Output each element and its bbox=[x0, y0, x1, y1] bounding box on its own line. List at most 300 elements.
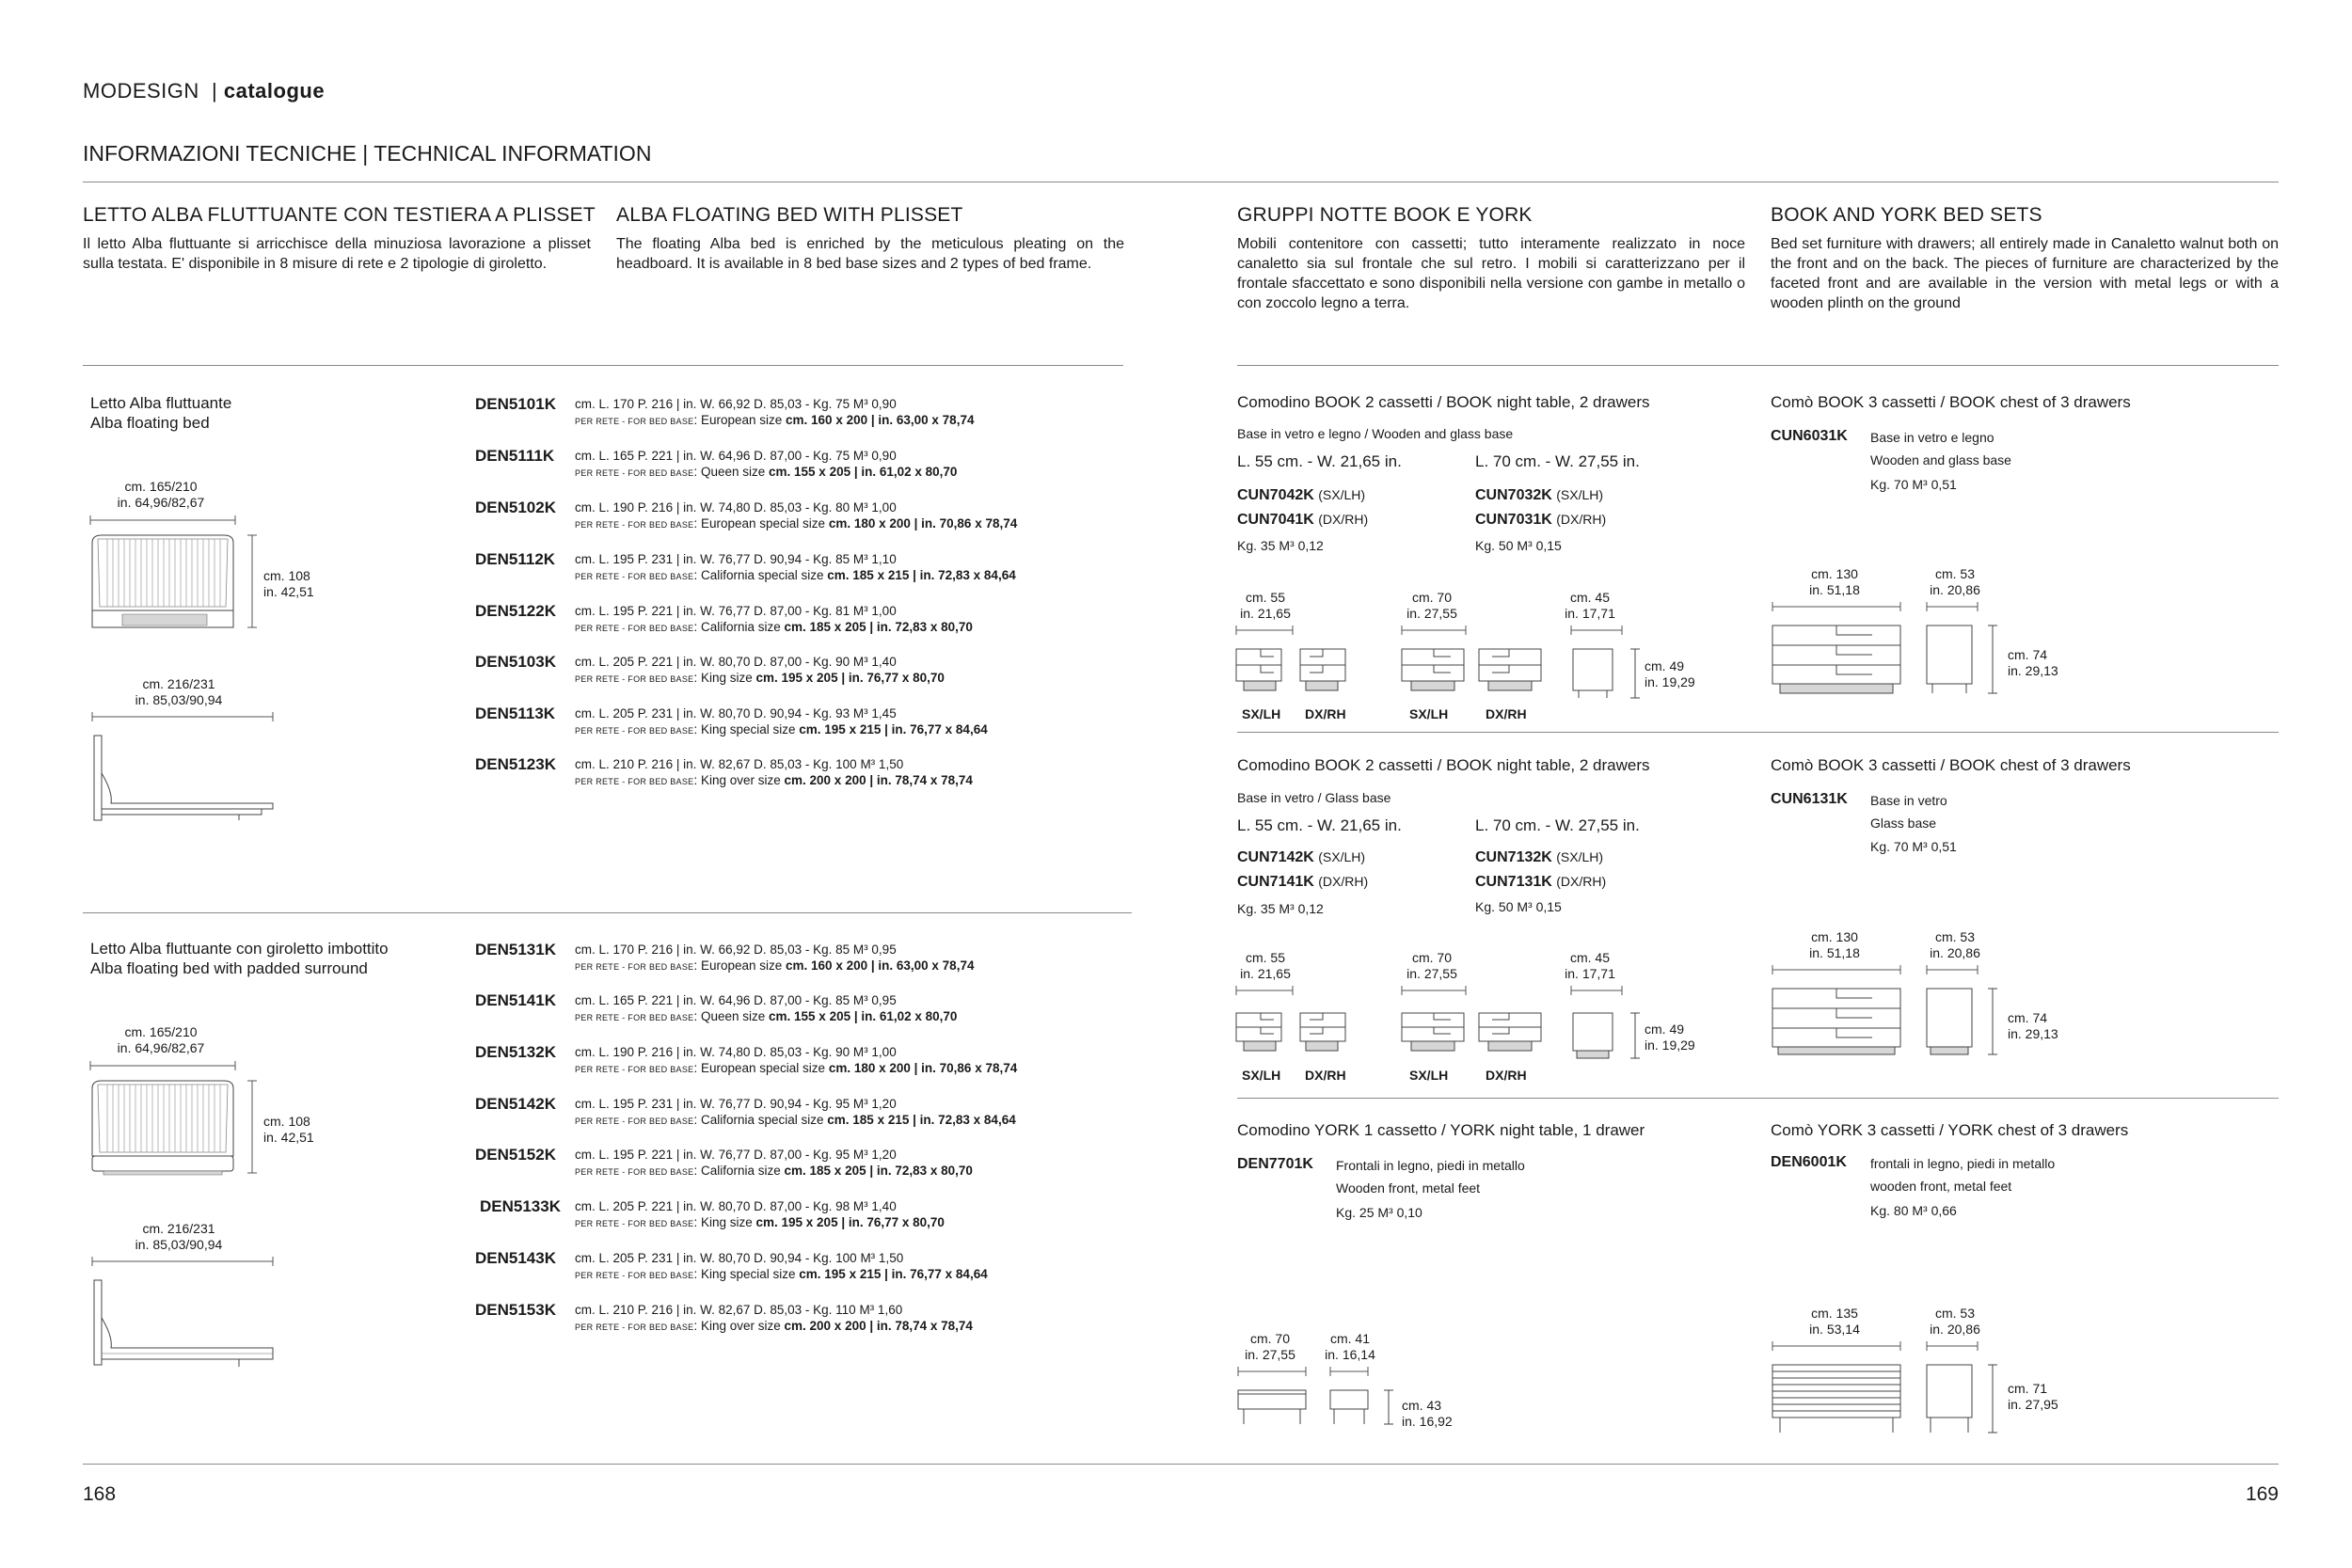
product2-label bbox=[90, 939, 389, 978]
row-size-name: King size bbox=[700, 1215, 753, 1229]
right-col1-text: Mobili contenitore con cassetti; tutto interamente realizzato in noce canaletto sia sul frontale che sul retro. I mobili si caratterizzano per il frontale sfaccettato e sono disponibili nella versione con gambe in metallo o con zoccolo legno a terra. bbox=[1237, 236, 1745, 311]
chest2-dim-2 bbox=[1917, 929, 1993, 961]
dim-in: in. 21,65 bbox=[1240, 606, 1291, 621]
nightstand2-label-4: DX/RH bbox=[1486, 1068, 1527, 1083]
nightstand3-weight: Kg. 25 M³ 0,10 bbox=[1336, 1205, 1422, 1220]
chest3-desc1: frontali in legno, piedi in metallo bbox=[1870, 1156, 2056, 1171]
nightstand2-size-a: L. 55 cm. - W. 21,65 in. bbox=[1237, 816, 1402, 834]
product2-dim-depth bbox=[108, 1221, 249, 1253]
chest2-weight: Kg. 70 M³ 0,51 bbox=[1870, 839, 1957, 854]
product2-dim-width bbox=[90, 1024, 231, 1056]
title-part: Comò bbox=[1771, 756, 1814, 774]
product2-dim-width-in: in. 64,96/82,67 bbox=[117, 1040, 205, 1055]
dim-in: in. 53,14 bbox=[1809, 1322, 1860, 1337]
dim-cm: cm. 55 bbox=[1245, 590, 1285, 605]
right-col1-title: GRUPPI NOTTE BOOK E YORK bbox=[1237, 204, 1533, 226]
page-number-right: 169 bbox=[2245, 1483, 2279, 1505]
title-part: YORK bbox=[1450, 1121, 1496, 1139]
row-size-name: King size bbox=[700, 671, 753, 685]
right-divider-2 bbox=[1237, 732, 2279, 733]
product-code: DEN5101K bbox=[475, 395, 556, 413]
product-code: DEN5133K bbox=[480, 1197, 561, 1215]
row-size-dims: cm. 180 x 200 | in. 70,86 x 78,74 bbox=[828, 516, 1018, 531]
row-dims: cm. L. 205 P. 231 | in. W. 80,70 D. 90,94 - Kg. 93 M³ 1,45 bbox=[575, 706, 897, 721]
left-col1-text: Il letto Alba fluttuante si arricchisce della minuziosa lavorazione a plisset sulla testata. E' disponibile in 8 misure di rete e 2 tipologie di giroletto. bbox=[83, 236, 591, 272]
dim-cm: cm. 70 bbox=[1411, 950, 1452, 965]
dim-in: in. 27,55 bbox=[1406, 606, 1457, 621]
row-base-prefix: PER RETE - FOR BED BASE bbox=[575, 1065, 694, 1074]
nightstand1-dim-2 bbox=[1394, 590, 1470, 622]
nightstand3-drawing bbox=[1234, 1371, 1404, 1437]
dim-cm: cm. 130 bbox=[1811, 566, 1858, 581]
code-side: (SX/LH) bbox=[1318, 487, 1366, 502]
product-code: DEN5122K bbox=[475, 602, 556, 620]
row-base: PER RETE - FOR BED BASE: California special size cm. 185 x 215 | in. 72,83 x 84,64 bbox=[575, 568, 1016, 582]
row-base: PER RETE - FOR BED BASE: King special size cm. 195 x 215 | in. 76,77 x 84,64 bbox=[575, 1267, 988, 1281]
dim-in: in. 20,86 bbox=[1930, 1322, 1980, 1337]
dim-cm: cm. 70 bbox=[1411, 590, 1452, 605]
brand-name: MODESIGN bbox=[83, 79, 199, 103]
nightstand1-base: Base in vetro e legno / Wooden and glass base bbox=[1237, 426, 1514, 441]
row-dims: cm. L. 170 P. 216 | in. W. 66,92 D. 85,03 - Kg. 85 M³ 0,95 bbox=[575, 942, 897, 957]
row-size-name: European size bbox=[700, 958, 783, 973]
code: CUN7132K bbox=[1475, 849, 1552, 865]
title-part: 2 cassetti / bbox=[1365, 393, 1442, 411]
dim-in: in. 20,86 bbox=[1930, 945, 1980, 960]
row-size-name: King over size bbox=[700, 1319, 781, 1333]
row-size-dims: cm. 185 x 215 | in. 72,83 x 84,64 bbox=[827, 568, 1016, 582]
product2-side-drawing bbox=[88, 1261, 277, 1374]
code: CUN7031K bbox=[1475, 512, 1552, 528]
row-dims: cm. L. 195 P. 231 | in. W. 76,77 D. 90,94 - Kg. 85 M³ 1,10 bbox=[575, 552, 897, 566]
title-part: BOOK bbox=[1948, 756, 1996, 774]
product-code: DEN5153K bbox=[475, 1301, 556, 1319]
product-code: DEN5111K bbox=[475, 447, 555, 465]
nightstand3-dim-2 bbox=[1312, 1331, 1388, 1363]
dim-in: in. 19,29 bbox=[1645, 674, 1695, 689]
product-code: DEN5142K bbox=[475, 1095, 556, 1113]
dim-cm: cm. 130 bbox=[1811, 929, 1858, 944]
title-part: 1 cassetto / bbox=[1363, 1121, 1446, 1139]
row-base-prefix: PER RETE - FOR BED BASE bbox=[575, 1219, 694, 1228]
title-part: chest of 3 drawers bbox=[1997, 1121, 2129, 1139]
nightstand1-label-1: SX/LH bbox=[1242, 706, 1281, 721]
brand-suffix: catalogue bbox=[223, 79, 326, 103]
title-part: 3 cassetti / bbox=[1867, 1121, 1944, 1139]
code-side: (DX/RH) bbox=[1556, 874, 1607, 889]
chest1-drawing bbox=[1769, 607, 2013, 701]
row-base-prefix: PER RETE - FOR BED BASE bbox=[575, 572, 694, 581]
title-part: YORK bbox=[1313, 1121, 1360, 1139]
dim-cm: cm. 43 bbox=[1402, 1398, 1442, 1413]
product-code: DEN5143K bbox=[475, 1249, 556, 1267]
row-size-dims: cm. 200 x 200 | in. 78,74 x 78,74 bbox=[784, 773, 973, 787]
code: CUN7032K bbox=[1475, 487, 1552, 503]
left-divider-1 bbox=[83, 365, 1123, 366]
row-base-prefix: PER RETE - FOR BED BASE bbox=[575, 726, 694, 736]
title-part: YORK bbox=[1947, 1121, 1994, 1139]
row-base: PER RETE - FOR BED BASE: Queen size cm. 155 x 205 | in. 61,02 x 80,70 bbox=[575, 1009, 958, 1023]
row-dims: cm. L. 170 P. 216 | in. W. 66,92 D. 85,03 - Kg. 75 M³ 0,90 bbox=[575, 397, 897, 411]
dim-in: in. 16,14 bbox=[1325, 1347, 1375, 1362]
product1-label-it: Letto Alba fluttuante bbox=[90, 394, 232, 412]
row-base-prefix: PER RETE - FOR BED BASE bbox=[575, 1167, 694, 1177]
dim-cm: cm. 45 bbox=[1569, 590, 1610, 605]
dim-cm: cm. 74 bbox=[2008, 647, 2048, 662]
chest3-title bbox=[1771, 1121, 2128, 1140]
dim-in: in. 27,55 bbox=[1245, 1347, 1295, 1362]
product1-label-en: Alba floating bed bbox=[90, 414, 210, 432]
row-base-prefix: PER RETE - FOR BED BASE bbox=[575, 468, 694, 478]
row-dims: cm. L. 195 P. 221 | in. W. 76,77 D. 87,00 - Kg. 95 M³ 1,20 bbox=[575, 1148, 897, 1162]
nightstand2-dim-4 bbox=[1645, 1022, 1695, 1053]
nightstand2-dim-2 bbox=[1394, 950, 1470, 982]
row-base: PER RETE - FOR BED BASE: European size cm. 160 x 200 | in. 63,00 x 78,74 bbox=[575, 958, 975, 973]
product1-dim-width-cm: cm. 165/210 bbox=[124, 479, 198, 494]
title-part: BOOK bbox=[1818, 756, 1865, 774]
brand-separator: | bbox=[212, 79, 218, 103]
product2-front-drawing bbox=[85, 1066, 263, 1188]
nightstand2-weight-b: Kg. 50 M³ 0,15 bbox=[1475, 899, 1562, 914]
nightstand2-label-2: DX/RH bbox=[1305, 1068, 1346, 1083]
row-dims: cm. L. 205 P. 221 | in. W. 80,70 D. 87,00 - Kg. 90 M³ 1,40 bbox=[575, 655, 897, 669]
row-base: PER RETE - FOR BED BASE: King special size cm. 195 x 215 | in. 76,77 x 84,64 bbox=[575, 722, 988, 736]
code-side: (DX/RH) bbox=[1556, 512, 1607, 527]
product-code: DEN5102K bbox=[475, 499, 556, 516]
title-part: Comodino bbox=[1237, 756, 1311, 774]
row-size-dims: cm. 195 x 205 | in. 76,77 x 80,70 bbox=[755, 1215, 945, 1229]
product2-label-en: Alba floating bed with padded surround bbox=[90, 959, 368, 977]
product1-dim-depth bbox=[108, 676, 249, 708]
chest2-dim-1 bbox=[1797, 929, 1872, 961]
product-code: DEN5123K bbox=[475, 755, 556, 773]
row-dims: cm. L. 190 P. 216 | in. W. 74,80 D. 85,03 - Kg. 80 M³ 1,00 bbox=[575, 500, 897, 515]
product1-dim-depth-in: in. 85,03/90,94 bbox=[135, 692, 223, 707]
dim-in: in. 27,95 bbox=[2008, 1397, 2058, 1412]
nightstand3-desc2: Wooden front, metal feet bbox=[1336, 1180, 1481, 1196]
dim-in: in. 27,55 bbox=[1406, 966, 1457, 981]
nightstand2-code-b1 bbox=[1475, 849, 1603, 866]
product1-side-drawing bbox=[88, 717, 277, 830]
product1-front-drawing bbox=[85, 520, 263, 642]
row-size-name: California size bbox=[700, 1164, 781, 1178]
page-number-left: 168 bbox=[83, 1483, 117, 1505]
nightstand1-weight-b: Kg. 50 M³ 0,15 bbox=[1475, 538, 1562, 553]
product-code: DEN5131K bbox=[475, 941, 556, 958]
dim-in: in. 51,18 bbox=[1809, 582, 1860, 597]
row-dims: cm. L. 190 P. 216 | in. W. 74,80 D. 85,03 - Kg. 90 M³ 1,00 bbox=[575, 1045, 897, 1059]
dim-in: in. 16,92 bbox=[1402, 1414, 1453, 1429]
right-divider-3 bbox=[1237, 1098, 2279, 1099]
code: CUN7041K bbox=[1237, 512, 1314, 528]
nightstand1-dim-3 bbox=[1552, 590, 1628, 622]
chest1-weight: Kg. 70 M³ 0,51 bbox=[1870, 477, 1957, 492]
row-base-prefix: PER RETE - FOR BED BASE bbox=[575, 1271, 694, 1280]
nightstand1-label-4: DX/RH bbox=[1486, 706, 1527, 721]
product2-dim-height-cm: cm. 108 bbox=[263, 1114, 310, 1129]
nightstand2-code-a2 bbox=[1237, 874, 1368, 891]
nightstand2-dim-1 bbox=[1228, 950, 1303, 982]
nightstand1-dim-4 bbox=[1645, 658, 1695, 690]
row-size-name: European special size bbox=[700, 516, 826, 531]
row-size-dims: cm. 185 x 215 | in. 72,83 x 84,64 bbox=[827, 1113, 1016, 1127]
row-base: PER RETE - FOR BED BASE: King over size cm. 200 x 200 | in. 78,74 x 78,74 bbox=[575, 1319, 973, 1333]
nightstand2-title bbox=[1237, 756, 1650, 775]
product1-dim-height-in: in. 42,51 bbox=[263, 584, 314, 599]
nightstand1-code-a2 bbox=[1237, 512, 1368, 529]
row-base: PER RETE - FOR BED BASE: King over size cm. 200 x 200 | in. 78,74 x 78,74 bbox=[575, 773, 973, 787]
title-part: BOOK bbox=[1314, 393, 1361, 411]
row-base-prefix: PER RETE - FOR BED BASE bbox=[575, 962, 694, 972]
product1-dim-height-cm: cm. 108 bbox=[263, 568, 310, 583]
row-size-name: Queen size bbox=[700, 465, 766, 479]
row-base: PER RETE - FOR BED BASE: California size cm. 185 x 205 | in. 72,83 x 80,70 bbox=[575, 620, 973, 634]
left-col1-title: LETTO ALBA FLUTTUANTE CON TESTIERA A PLISSET bbox=[83, 204, 596, 226]
title-part: night table, 2 drawers bbox=[1496, 756, 1650, 774]
row-size-name: European special size bbox=[700, 1061, 826, 1075]
dim-cm: cm. 70 bbox=[1249, 1331, 1290, 1346]
dim-cm: cm. 41 bbox=[1329, 1331, 1370, 1346]
nightstand2-drawing bbox=[1232, 990, 1646, 1066]
row-size-name: Queen size bbox=[700, 1009, 766, 1023]
product1-label bbox=[90, 393, 231, 433]
product2-dim-depth-in: in. 85,03/90,94 bbox=[135, 1237, 223, 1252]
dim-in: in. 17,71 bbox=[1565, 966, 1615, 981]
row-base-prefix: PER RETE - FOR BED BASE bbox=[575, 624, 694, 633]
dim-cm: cm. 71 bbox=[2008, 1381, 2048, 1396]
chest3-code: DEN6001K bbox=[1771, 1154, 1847, 1170]
row-size-dims: cm. 185 x 205 | in. 72,83 x 80,70 bbox=[784, 1164, 973, 1178]
chest3-desc2: wooden front, metal feet bbox=[1870, 1179, 2012, 1194]
product-code: DEN5132K bbox=[475, 1043, 556, 1061]
nightstand3-title bbox=[1237, 1121, 1645, 1140]
nightstand1-label-2: DX/RH bbox=[1305, 706, 1346, 721]
chest2-desc2: Glass base bbox=[1870, 816, 1937, 831]
row-size-name: California special size bbox=[700, 1113, 824, 1127]
title-part: night table, 1 drawer bbox=[1500, 1121, 1645, 1139]
chest2-title bbox=[1771, 756, 2131, 775]
dim-in: in. 19,29 bbox=[1645, 1037, 1695, 1053]
chest1-code: CUN6031K bbox=[1771, 428, 1848, 444]
dim-cm: cm. 53 bbox=[1934, 566, 1975, 581]
row-base-prefix: PER RETE - FOR BED BASE bbox=[575, 1013, 694, 1022]
brand-header bbox=[83, 79, 325, 103]
row-size-name: King special size bbox=[700, 1267, 796, 1281]
product2-dim-width-cm: cm. 165/210 bbox=[124, 1024, 198, 1039]
row-size-dims: cm. 160 x 200 | in. 63,00 x 78,74 bbox=[786, 958, 975, 973]
product-code: DEN5112K bbox=[475, 550, 556, 568]
row-size-dims: cm. 155 x 205 | in. 61,02 x 80,70 bbox=[769, 1009, 958, 1023]
title-part: chest of 3 drawers bbox=[1999, 393, 2131, 411]
product2-label-it: Letto Alba fluttuante con giroletto imbottito bbox=[90, 940, 389, 958]
row-size-name: King special size bbox=[700, 722, 796, 736]
dim-cm: cm. 135 bbox=[1811, 1306, 1858, 1321]
nightstand2-weight-a: Kg. 35 M³ 0,12 bbox=[1237, 901, 1324, 916]
row-dims: cm. L. 195 P. 221 | in. W. 76,77 D. 87,00 - Kg. 81 M³ 1,00 bbox=[575, 604, 897, 618]
row-size-name: California special size bbox=[700, 568, 824, 582]
nightstand3-code: DEN7701K bbox=[1237, 1156, 1313, 1172]
chest1-dim-2 bbox=[1917, 566, 1993, 598]
dim-in: in. 20,86 bbox=[1930, 582, 1980, 597]
nightstand1-code-b1 bbox=[1475, 487, 1603, 504]
code-side: (DX/RH) bbox=[1318, 512, 1369, 527]
title-part: Comodino bbox=[1237, 393, 1311, 411]
title-part: Comò bbox=[1771, 393, 1814, 411]
product1-dim-depth-cm: cm. 216/231 bbox=[142, 676, 215, 691]
chest2-code: CUN6131K bbox=[1771, 791, 1848, 807]
row-size-dims: cm. 200 x 200 | in. 78,74 x 78,74 bbox=[784, 1319, 973, 1333]
chest2-desc1: Base in vetro bbox=[1870, 793, 1947, 808]
nightstand1-code-a1 bbox=[1237, 487, 1365, 504]
product2-dim-height-in: in. 42,51 bbox=[263, 1130, 314, 1145]
nightstand2-base: Base in vetro / Glass base bbox=[1237, 790, 1391, 805]
code: CUN7141K bbox=[1237, 874, 1314, 890]
row-base-prefix: PER RETE - FOR BED BASE bbox=[575, 417, 694, 426]
chest3-weight: Kg. 80 M³ 0,66 bbox=[1870, 1203, 1957, 1218]
row-dims: cm. L. 205 P. 221 | in. W. 80,70 D. 87,00 - Kg. 98 M³ 1,40 bbox=[575, 1199, 897, 1213]
title-part: 3 cassetti / bbox=[1867, 393, 1946, 411]
nightstand3-dim-1 bbox=[1232, 1331, 1308, 1363]
product-code: DEN5141K bbox=[475, 991, 556, 1009]
row-dims: cm. L. 210 P. 216 | in. W. 82,67 D. 85,03 - Kg. 110 M³ 1,60 bbox=[575, 1303, 903, 1317]
title-part: 3 cassetti / bbox=[1867, 756, 1946, 774]
code: CUN7042K bbox=[1237, 487, 1314, 503]
row-base-prefix: PER RETE - FOR BED BASE bbox=[575, 777, 694, 786]
row-dims: cm. L. 205 P. 231 | in. W. 80,70 D. 90,94 - Kg. 100 M³ 1,50 bbox=[575, 1251, 904, 1265]
row-size-dims: cm. 195 x 215 | in. 76,77 x 84,64 bbox=[799, 1267, 988, 1281]
chest3-dim-3 bbox=[2008, 1381, 2058, 1413]
row-size-dims: cm. 185 x 205 | in. 72,83 x 80,70 bbox=[784, 620, 973, 634]
nightstand2-code-b2 bbox=[1475, 874, 1606, 891]
row-base-prefix: PER RETE - FOR BED BASE bbox=[575, 1117, 694, 1126]
code-side: (SX/LH) bbox=[1318, 849, 1366, 864]
row-size-name: California size bbox=[700, 620, 781, 634]
row-size-dims: cm. 160 x 200 | in. 63,00 x 78,74 bbox=[786, 413, 975, 427]
title-part: Comò bbox=[1771, 1121, 1814, 1139]
row-base: PER RETE - FOR BED BASE: European special size cm. 180 x 200 | in. 70,86 x 78,74 bbox=[575, 1061, 1018, 1075]
nightstand1-title bbox=[1237, 393, 1650, 412]
title-part: Comodino bbox=[1237, 1121, 1311, 1139]
right-col2-title: BOOK AND YORK BED SETS bbox=[1771, 204, 2042, 226]
row-base: PER RETE - FOR BED BASE: European size cm. 160 x 200 | in. 63,00 x 78,74 bbox=[575, 413, 975, 427]
chest1-dim-1 bbox=[1797, 566, 1872, 598]
chest3-dim-2 bbox=[1917, 1306, 1993, 1338]
row-size-dims: cm. 195 x 215 | in. 76,77 x 84,64 bbox=[799, 722, 988, 736]
dim-cm: cm. 49 bbox=[1645, 1022, 1685, 1037]
dim-in: in. 29,13 bbox=[2008, 663, 2058, 678]
footer-divider bbox=[83, 1464, 2279, 1465]
dim-cm: cm. 53 bbox=[1934, 1306, 1975, 1321]
code-side: (SX/LH) bbox=[1556, 487, 1604, 502]
dim-in: in. 51,18 bbox=[1809, 945, 1860, 960]
row-size-dims: cm. 180 x 200 | in. 70,86 x 78,74 bbox=[828, 1061, 1018, 1075]
row-base: PER RETE - FOR BED BASE: King size cm. 195 x 205 | in. 76,77 x 80,70 bbox=[575, 671, 945, 685]
nightstand2-size-b: L. 70 cm. - W. 27,55 in. bbox=[1475, 816, 1640, 834]
row-base: PER RETE - FOR BED BASE: California special size cm. 185 x 215 | in. 72,83 x 84,64 bbox=[575, 1113, 1016, 1127]
row-dims: cm. L. 165 P. 221 | in. W. 64,96 D. 87,00 - Kg. 85 M³ 0,95 bbox=[575, 993, 897, 1007]
dim-cm: cm. 55 bbox=[1245, 950, 1285, 965]
nightstand3-dim-3 bbox=[1402, 1398, 1453, 1430]
row-size-name: King over size bbox=[700, 773, 781, 787]
title-part: chest of 3 drawers bbox=[1999, 756, 2131, 774]
product1-dim-width bbox=[90, 479, 231, 511]
dim-cm: cm. 74 bbox=[2008, 1010, 2048, 1025]
row-size-name: European size bbox=[700, 413, 783, 427]
nightstand3-desc1: Frontali in legno, piedi in metallo bbox=[1336, 1158, 1525, 1173]
row-base-prefix: PER RETE - FOR BED BASE bbox=[575, 520, 694, 530]
code: CUN7131K bbox=[1475, 874, 1552, 890]
product1-dim-width-in: in. 64,96/82,67 bbox=[117, 495, 205, 510]
row-base: PER RETE - FOR BED BASE: European special size cm. 180 x 200 | in. 70,86 x 78,74 bbox=[575, 516, 1018, 531]
left-col2-text: The floating Alba bed is enriched by the meticulous pleating on the headboard. It is available in 8 bed base sizes and 2 types of bed frame. bbox=[616, 236, 1124, 272]
chest1-title bbox=[1771, 393, 2131, 412]
product2-dim-depth-cm: cm. 216/231 bbox=[142, 1221, 215, 1236]
chest1-desc1: Base in vetro e legno bbox=[1870, 430, 1994, 445]
right-divider-1 bbox=[1237, 365, 2279, 366]
chest2-drawing bbox=[1769, 970, 2013, 1064]
dim-in: in. 17,71 bbox=[1565, 606, 1615, 621]
nightstand2-label-3: SX/LH bbox=[1409, 1068, 1449, 1083]
title-part: BOOK bbox=[1446, 756, 1493, 774]
product-code: DEN5152K bbox=[475, 1146, 556, 1164]
title-part: YORK bbox=[1817, 1121, 1863, 1139]
product-code: DEN5113K bbox=[475, 705, 556, 722]
title-part: night table, 2 drawers bbox=[1496, 393, 1650, 411]
row-base: PER RETE - FOR BED BASE: King size cm. 195 x 205 | in. 76,77 x 80,70 bbox=[575, 1215, 945, 1229]
right-col2-text: Bed set furniture with drawers; all entirely made in Canaletto walnut both on the front and on the back. The pieces of furniture are characterized by the faceted front and are available in the version with metal legs or with a wooden plinth on the ground bbox=[1771, 236, 2279, 311]
left-col2-title: ALBA FLOATING BED WITH PLISSET bbox=[616, 204, 963, 226]
row-base-prefix: PER RETE - FOR BED BASE bbox=[575, 1323, 694, 1332]
row-base: PER RETE - FOR BED BASE: California size cm. 185 x 205 | in. 72,83 x 80,70 bbox=[575, 1164, 973, 1178]
title-part: BOOK bbox=[1818, 393, 1865, 411]
row-dims: cm. L. 210 P. 216 | in. W. 82,67 D. 85,03 - Kg. 100 M³ 1,50 bbox=[575, 757, 904, 771]
chest1-desc2: Wooden and glass base bbox=[1870, 452, 2011, 467]
dim-in: in. 29,13 bbox=[2008, 1026, 2058, 1041]
chest3-drawing bbox=[1769, 1346, 2013, 1440]
nightstand1-drawing bbox=[1232, 630, 1646, 705]
product1-dim-height bbox=[263, 568, 314, 600]
nightstand1-size-a: L. 55 cm. - W. 21,65 in. bbox=[1237, 452, 1402, 470]
row-dims: cm. L. 165 P. 221 | in. W. 64,96 D. 87,00 - Kg. 75 M³ 0,90 bbox=[575, 449, 897, 463]
section-title: INFORMAZIONI TECNICHE | TECHNICAL INFORMATION bbox=[83, 141, 652, 166]
dim-cm: cm. 53 bbox=[1934, 929, 1975, 944]
chest3-dim-1 bbox=[1797, 1306, 1872, 1338]
nightstand2-dim-3 bbox=[1552, 950, 1628, 982]
nightstand2-code-a1 bbox=[1237, 849, 1365, 866]
code: CUN7142K bbox=[1237, 849, 1314, 865]
nightstand1-size-b: L. 70 cm. - W. 27,55 in. bbox=[1475, 452, 1640, 470]
title-part: BOOK bbox=[1314, 756, 1361, 774]
dim-in: in. 21,65 bbox=[1240, 966, 1291, 981]
code-side: (SX/LH) bbox=[1556, 849, 1604, 864]
code-side: (DX/RH) bbox=[1318, 874, 1369, 889]
row-base: PER RETE - FOR BED BASE: Queen size cm. 155 x 205 | in. 61,02 x 80,70 bbox=[575, 465, 958, 479]
dim-cm: cm. 45 bbox=[1569, 950, 1610, 965]
row-size-dims: cm. 155 x 205 | in. 61,02 x 80,70 bbox=[769, 465, 958, 479]
dim-cm: cm. 49 bbox=[1645, 658, 1685, 673]
nightstand1-weight-a: Kg. 35 M³ 0,12 bbox=[1237, 538, 1324, 553]
product-code: DEN5103K bbox=[475, 653, 556, 671]
row-dims: cm. L. 195 P. 231 | in. W. 76,77 D. 90,94 - Kg. 95 M³ 1,20 bbox=[575, 1097, 897, 1111]
title-part: BOOK bbox=[1446, 393, 1493, 411]
title-part: 2 cassetti / bbox=[1365, 756, 1442, 774]
nightstand2-label-1: SX/LH bbox=[1242, 1068, 1281, 1083]
title-part: BOOK bbox=[1948, 393, 1996, 411]
chest2-dim-3 bbox=[2008, 1010, 2058, 1042]
nightstand1-code-b2 bbox=[1475, 512, 1606, 529]
nightstand1-dim-1 bbox=[1228, 590, 1303, 622]
row-size-dims: cm. 195 x 205 | in. 76,77 x 80,70 bbox=[755, 671, 945, 685]
